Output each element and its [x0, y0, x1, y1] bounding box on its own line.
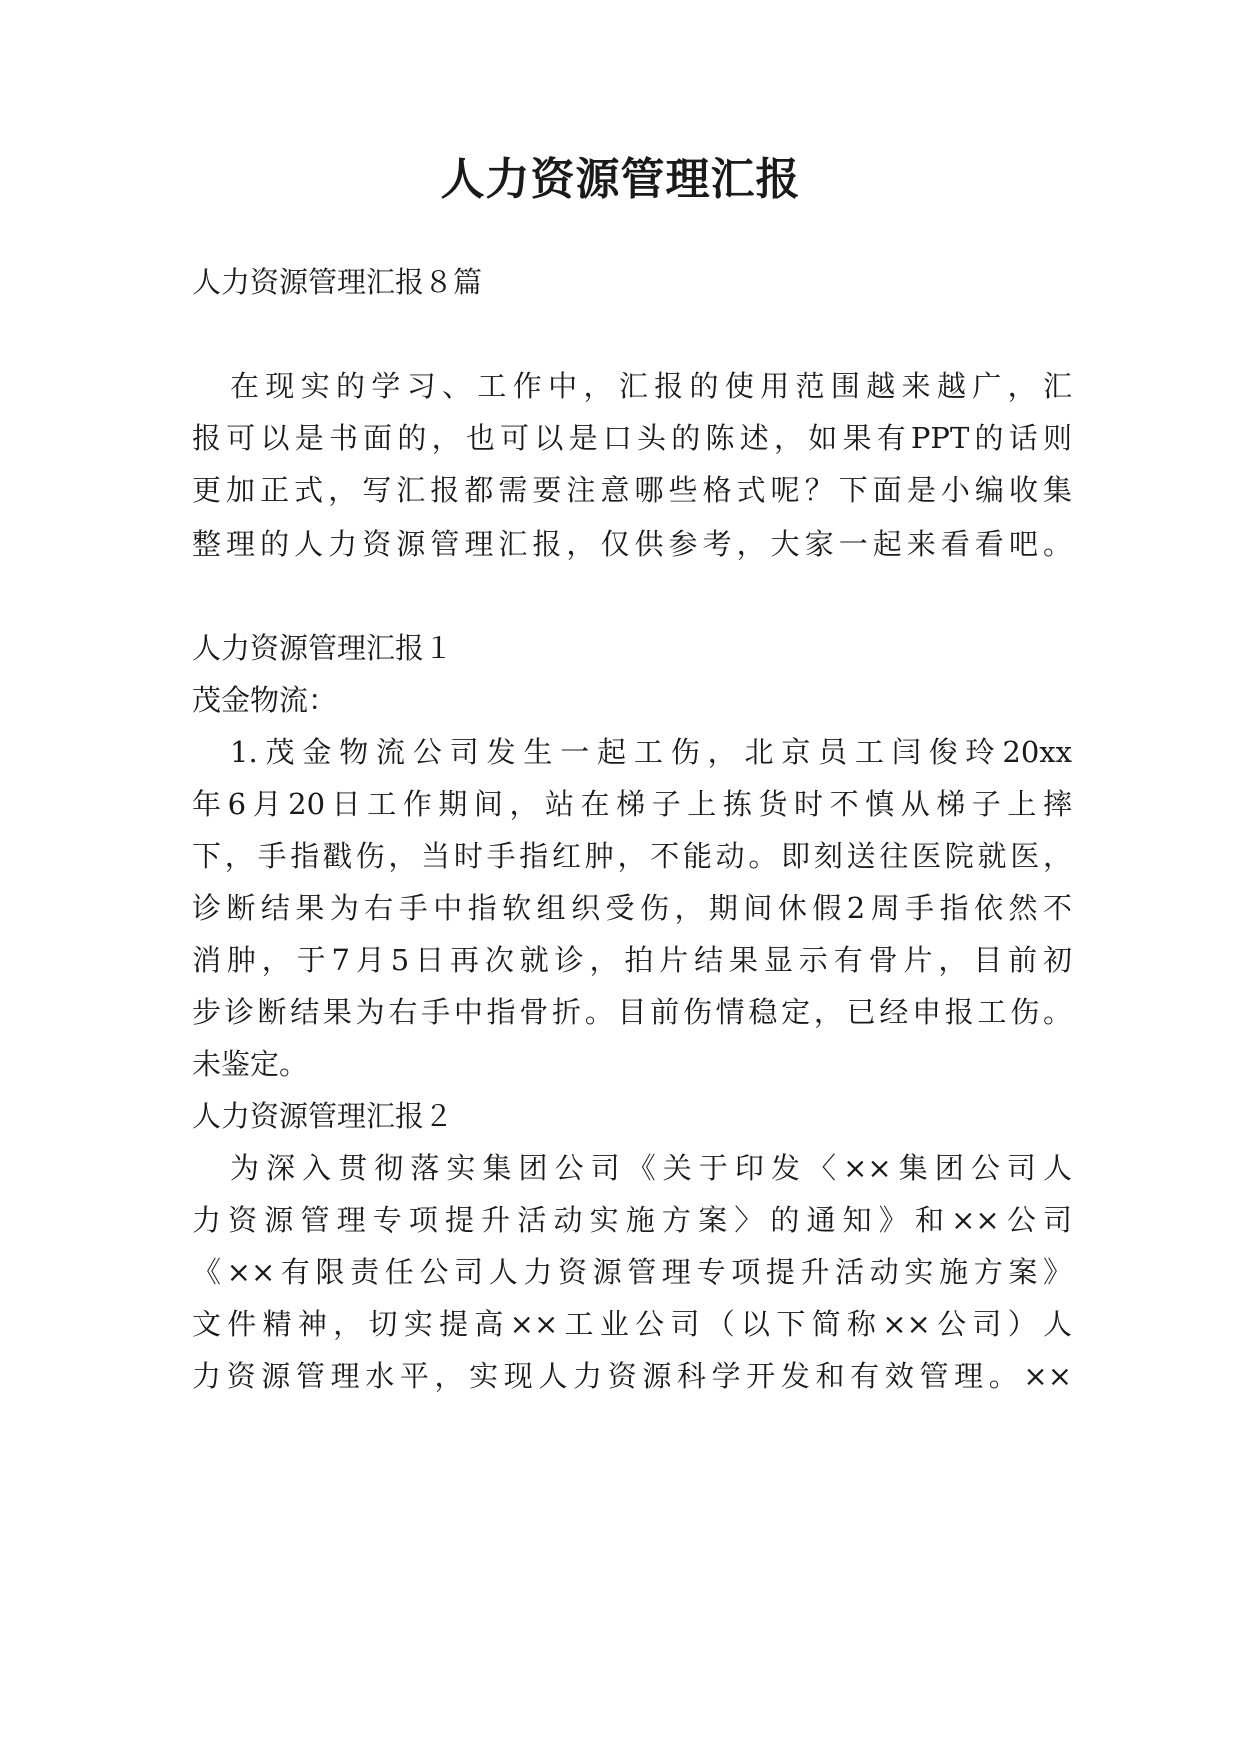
document-title: 人力资源管理汇报 [440, 154, 801, 205]
section1-line: 步诊断结果为右手中指骨折。目前伤情稳定，已经申报工伤。 [192, 995, 1072, 1029]
document-subtitle: 人力资源管理汇报８篇 [192, 265, 483, 299]
section1-addressee: 茂金物流： [192, 683, 338, 717]
section1-line: 下，手指戳伤，当时手指红肿，不能动。即刻送往医院就医， [192, 839, 1072, 873]
section2-line: 力资源管理水平，实现人力资源科学开发和有效管理。×× [192, 1359, 1072, 1393]
section2-line: 《××有限责任公司人力资源管理专项提升活动实施方案》 [192, 1255, 1072, 1289]
section2-heading: 人力资源管理汇报２ [192, 1099, 454, 1133]
intro-line: 报可以是书面的，也可以是口头的陈述，如果有PPT的话则 [192, 421, 1072, 455]
section2-line: 力资源管理专项提升活动实施方案〉的通知》和××公司 [192, 1203, 1072, 1237]
section1-line: 年6月20日工作期间，站在梯子上拣货时不慎从梯子上摔 [192, 787, 1072, 821]
section1-line: 诊断结果为右手中指软组织受伤，期间休假2周手指依然不 [192, 891, 1072, 925]
intro-line: 更加正式，写汇报都需要注意哪些格式呢？下面是小编收集 [192, 473, 1072, 507]
section1-line: 1.茂金物流公司发生一起工伤，北京员工闫俊玲20xx [230, 735, 1072, 769]
intro-line: 在现实的学习、工作中，汇报的使用范围越来越广，汇 [230, 369, 1072, 403]
intro-line: 整理的人力资源管理汇报，仅供参考，大家一起来看看吧。 [192, 527, 1072, 561]
section2-line: 为深入贯彻落实集团公司《关于印发〈××集团公司人 [230, 1151, 1072, 1185]
section1-line: 消肿，于7月5日再次就诊，拍片结果显示有骨片，目前初 [192, 943, 1072, 977]
section1-heading: 人力资源管理汇报１ [192, 631, 454, 665]
section1-line: 未鉴定。 [192, 1047, 309, 1081]
section2-line: 文件精神，切实提高××工业公司（以下简称××公司）人 [192, 1307, 1072, 1341]
